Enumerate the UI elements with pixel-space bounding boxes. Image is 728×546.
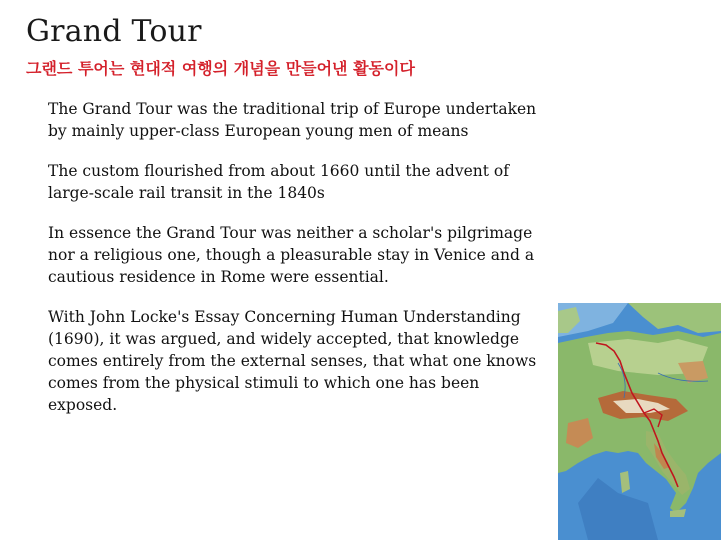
paragraph-1: The Grand Tour was the traditional trip of Europe undertaken by mainly upper-class European young men of means: [48, 100, 537, 140]
paragraph-4: With John Locke's Essay Concerning Human Understanding (1690), it was argued, and widely accepted, that knowledge comes entirely from the external senses, that what one knows comes from the physical stimuli to which one has been exposed.: [48, 308, 537, 414]
slide-subtitle: 그랜드 투어는 현대적 여행의 개념을 만들어낸 활동이다: [26, 59, 415, 78]
paragraph-3: In essence the Grand Tour was neither a scholar's pilgrimage nor a religious one, though a pleasurable stay in Venice and a cautious residence in Rome were essential.: [48, 224, 535, 286]
europe-relief-map-image: [558, 303, 721, 540]
slide-title: Grand Tour: [26, 14, 202, 49]
grand-tour-route-map: [558, 303, 721, 540]
paragraph-2: The custom flourished from about 1660 until the advent of large-scale rail transit in the 1840s: [48, 162, 509, 202]
slide-body: [48, 98, 548, 434]
